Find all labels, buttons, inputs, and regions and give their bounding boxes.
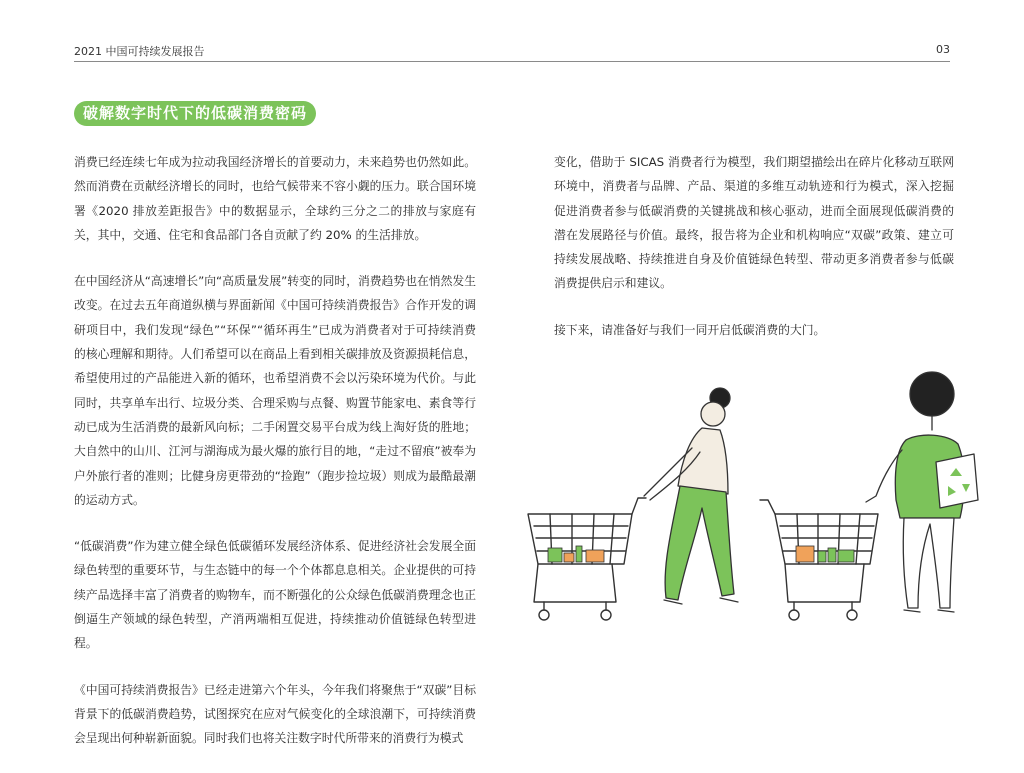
page-number: 03 bbox=[936, 43, 950, 56]
groceries-left bbox=[548, 546, 604, 562]
section-heading: 破解数字时代下的低碳消费密码 bbox=[74, 101, 316, 126]
header-divider bbox=[74, 61, 950, 62]
shopper-person-1 bbox=[644, 388, 738, 604]
groceries-right bbox=[796, 546, 854, 562]
paragraph: “低碳消费”作为建立健全绿色低碳循环发展经济体系、促进经济社会发展全面绿色转型的重要环节，与生态链中的每一个个体都息息相关。企业提供的可持续产品选择丰富了消费者的购物车，而不断强化的公众绿色低碳消费理念也正倒逼生产领域的绿色转型，产消两端相互促进，持续推动价值链绿色转型进程。 bbox=[74, 539, 476, 651]
shopper-person-2 bbox=[866, 372, 978, 612]
paragraph: 在中国经济从“高速增长”向“高质量发展”转变的同时，消费趋势也在悄然发生改变。在过去五年商道纵横与界面新闻《中国可持续消费报告》合作开发的调研项目中，我们发现“绿色”“环保”“循环再生”已成为消费者对于可持续消费的核心理解和期待。人们希望可以在商品上看到相关碳排放及资源损耗信息，希望使用过的产品能进入新的循环，也希望消费不会以污染环境为代价。与此同时，共享单车出行、垃圾分类、合理采购与点餐、购置节能家电、素食等行动已成为生活消费的最新风向标；二手闲置交易平台成为线上淘好货的胜地；大自然中的山川、江河与湖海成为最火爆的旅行目的地，“走过不留痕”被奉为户外旅行者的准则；比健身房更带劲的“捡跑”（跑步捡垃圾）则成为最酷最潮的运动方式。 bbox=[74, 274, 476, 507]
right-text-column bbox=[554, 150, 954, 364]
paragraph: 消费已经连续七年成为拉动我国经济增长的首要动力，未来趋势也仍然如此。然而消费在贡献经济增长的同时，也给气候带来不容小觑的压力。联合国环境署《2020 排放差距报告》中的数据显示，全球约三分之二的排放与家庭有关，其中，交通、住宅和食品部门各自贡献了约 20% 的生活排放。 bbox=[74, 155, 476, 242]
left-text-column bbox=[74, 150, 476, 773]
paragraph: 变化，借助于 SICAS 消费者行为模型，我们期望描绘出在碎片化移动互联网环境中，消费者与品牌、产品、渠道的多维互动轨迹和行为模式，深入挖掘促进消费者参与低碳消费的关键挑战和核心驱动，进而全面展现低碳消费的潜在发展路径与价值。最终，报告将为企业和机构响应“双碳”政策、建立可持续发展战略、持续推进自身及价值链绿色转型、带动更多消费者参与低碳消费提供启示和建议。 bbox=[554, 155, 954, 291]
paragraph: 《中国可持续消费报告》已经走进第六个年头，今年我们将聚焦于“双碳”目标背景下的低碳消费趋势，试图探究在应对气候变化的全球浪潮下，可持续消费会呈现出何种崭新面貌。同时我们也将关注数字时代所带来的消费行为模式 bbox=[74, 682, 476, 746]
header-title: 2021 中国可持续发展报告 bbox=[74, 45, 205, 58]
paragraph: 接下来，请准备好与我们一同开启低碳消费的大门。 bbox=[554, 322, 826, 337]
shoppers-illustration bbox=[520, 368, 980, 638]
